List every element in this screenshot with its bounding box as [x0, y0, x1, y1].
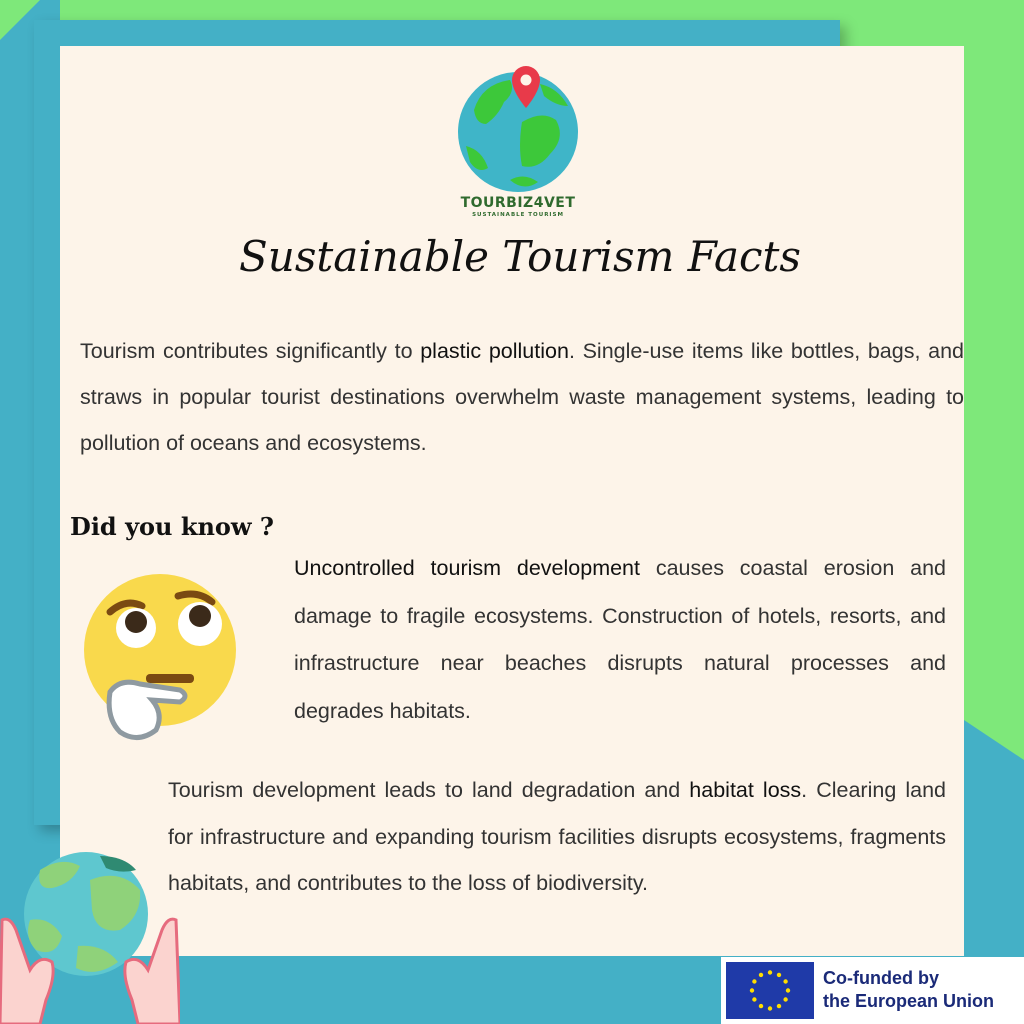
eu-flag-icon: [726, 962, 814, 1019]
paragraph1-before: Tourism contributes significantly to: [80, 339, 421, 363]
fact-paragraph-habitat: [168, 767, 946, 907]
brand-name: TOURBIZ4VET: [460, 195, 576, 211]
paragraph3-before: Tourism development leads to land degradation and: [168, 778, 690, 802]
fact-paragraph-plastic: [80, 328, 964, 466]
highlight-habitat-loss: habitat loss: [689, 778, 802, 802]
eu-text-line2: the European Union: [823, 991, 994, 1011]
hands-globe-icon: [0, 850, 180, 1024]
highlight-uncontrolled-development: Uncontrolled tourism development: [294, 556, 640, 580]
highlight-plastic-pollution: plastic pollution: [420, 339, 569, 363]
thinking-face-icon: [80, 572, 250, 747]
paragraph1-after: . Single-use items like bottles, bags, and straws in popular tourist destinations overwhelm waste management systems, leading to pollution of oceans and ecosystems.: [80, 339, 964, 455]
paragraph3-after: . Clearing land for infrastructure and expanding tourism facilities disrupts ecosystems, fragments habitats, and contributes to the loss of biodiversity.: [168, 778, 946, 895]
paragraph2-after: causes coastal erosion and damage to fragile ecosystems. Construction of hotels, resorts, and infrastructure near beaches disrupts natural processes and degrades habitats.: [294, 556, 947, 723]
eu-text-line1: Co-funded by: [823, 968, 939, 988]
brand-tagline: SUSTAINABLE TOURISM: [472, 212, 564, 218]
did-you-know-heading: Did you know ?: [70, 512, 274, 541]
globe-pin-logo-icon: [452, 62, 584, 194]
page-title: Sustainable Tourism Facts: [239, 232, 801, 281]
fact-paragraph-development: [294, 545, 946, 735]
eu-cofunded-badge: [721, 957, 1024, 1024]
